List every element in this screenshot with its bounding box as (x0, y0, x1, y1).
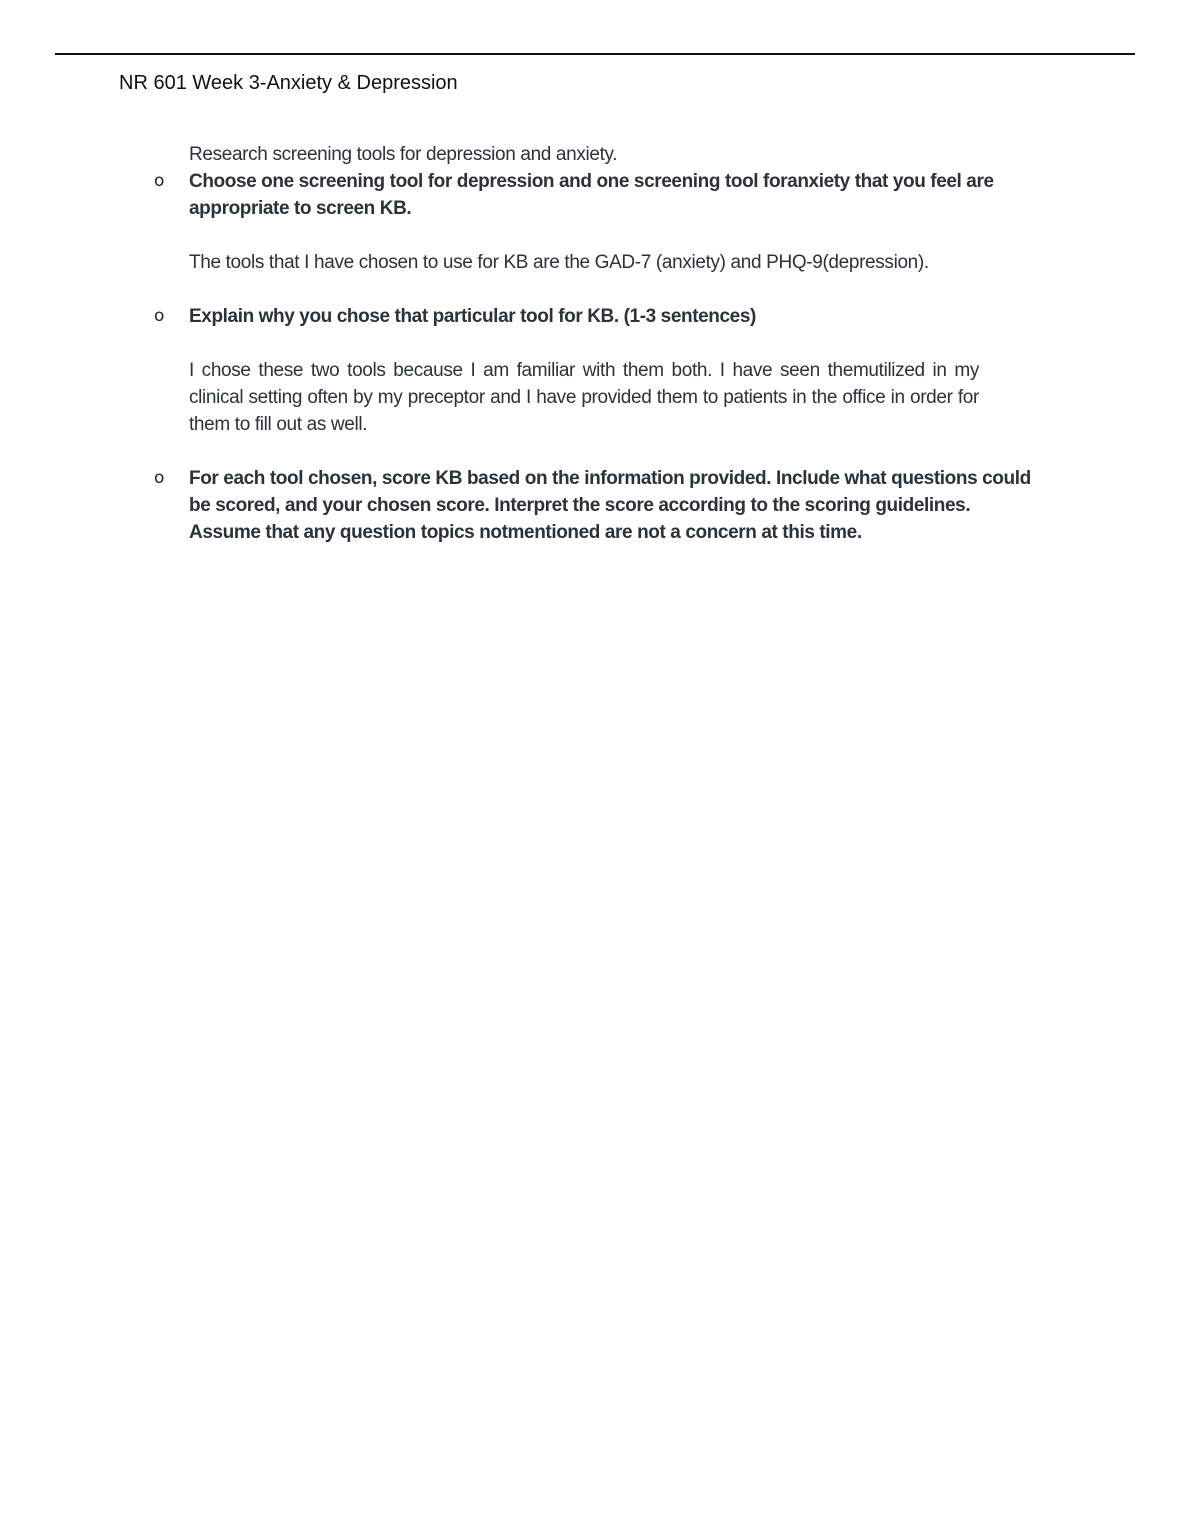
spacer (189, 276, 1039, 303)
document-body (154, 141, 1039, 546)
question-text (154, 303, 1039, 330)
question-item-1 (154, 168, 1039, 276)
answer-text: I chose these two tools because I am familiar with them both. I have seen themutilized in my clinical setting often by my preceptor and I have provided them to patients in the office in order for them to fill out as well. (189, 360, 979, 435)
question-label: For each tool chosen, score KB based on the information provided. Include what questions could be scored, and your chosen score. Interpret the score according to the scoring guidelines. Assume that any question topics notmentioned are not a concern at this time. (189, 468, 1031, 543)
question-label: Choose one screening tool for depression and one screening tool foranxiety that you feel are appropriate to screen KB. (189, 171, 994, 219)
spacer (189, 438, 1039, 465)
intro-text: Research screening tools for depression and anxiety. (189, 144, 618, 165)
answer-text: The tools that I have chosen to use for KB are the GAD-7 (anxiety) and PHQ-9(depression). (189, 252, 929, 273)
header-rule (55, 53, 1135, 55)
bullet-marker: o (154, 468, 165, 488)
question-text (154, 168, 1039, 222)
spacer (189, 222, 1039, 249)
bullet-marker: o (154, 171, 165, 191)
question-text (154, 465, 1039, 546)
page-header-title: NR 601 Week 3-Anxiety & Depression (119, 72, 458, 94)
question-item-2 (154, 303, 1039, 438)
question-label: Explain why you chose that particular tool for KB. (1-3 sentences) (189, 306, 756, 327)
question-item-3 (154, 465, 1039, 546)
bullet-marker: o (154, 306, 165, 326)
spacer (189, 330, 1039, 357)
